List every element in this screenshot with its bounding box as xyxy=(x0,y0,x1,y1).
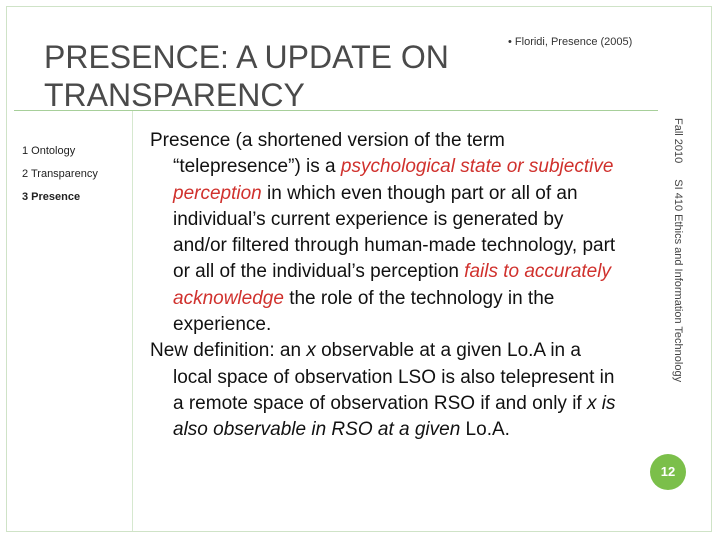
new-definition-part-c: Lo.A. xyxy=(460,419,510,441)
outline-nav xyxy=(22,144,98,213)
side-term: Fall 2010 xyxy=(672,118,684,164)
variable-x: x xyxy=(306,340,316,362)
presence-definition-part-a: Presence (a shortened version of the term “telepresence”) is a xyxy=(150,130,505,178)
new-definition-part-a: New definition: an xyxy=(150,340,307,362)
emphasis-fails-to-acknowledge: fails to accurately acknowledge xyxy=(173,261,611,309)
outline-item-ontology[interactable]: 1 Ontology xyxy=(22,145,76,157)
emphasis-psychological-state: psychological state or subjective perception xyxy=(173,156,614,204)
page-number-badge: 12 xyxy=(650,454,686,490)
new-definition xyxy=(150,338,620,443)
side-footer xyxy=(666,118,690,386)
presence-definition-part-c: the role of the technology in the experience. xyxy=(173,287,555,336)
side-course: SI 410 Ethics and Information Technology xyxy=(672,179,684,383)
new-definition-italic: x is also observable in RSO at a given xyxy=(173,392,616,441)
outline-divider xyxy=(132,111,133,531)
presence-definition-part-b: in which even though part or all of an individual’s current experience is generated by and/or filtered through human-made technology, part or all of the individual’s perception xyxy=(173,182,616,283)
outline-item-presence[interactable]: 3 Presence xyxy=(22,191,81,203)
slide-title: PRESENCE: A UPDATE ON TRANSPARENCY xyxy=(44,39,449,113)
citation: • Floridi, Presence (2005) xyxy=(508,36,633,48)
title-divider xyxy=(14,110,658,111)
new-definition-part-b: observable at a given Lo.A in a local space of observation LSO is also telepresent in a remote space of observation RSO if and only if xyxy=(173,340,615,414)
outline-item-transparency[interactable]: 2 Transparency xyxy=(22,168,98,180)
presence-definition xyxy=(150,128,620,338)
slide-body xyxy=(150,128,620,444)
